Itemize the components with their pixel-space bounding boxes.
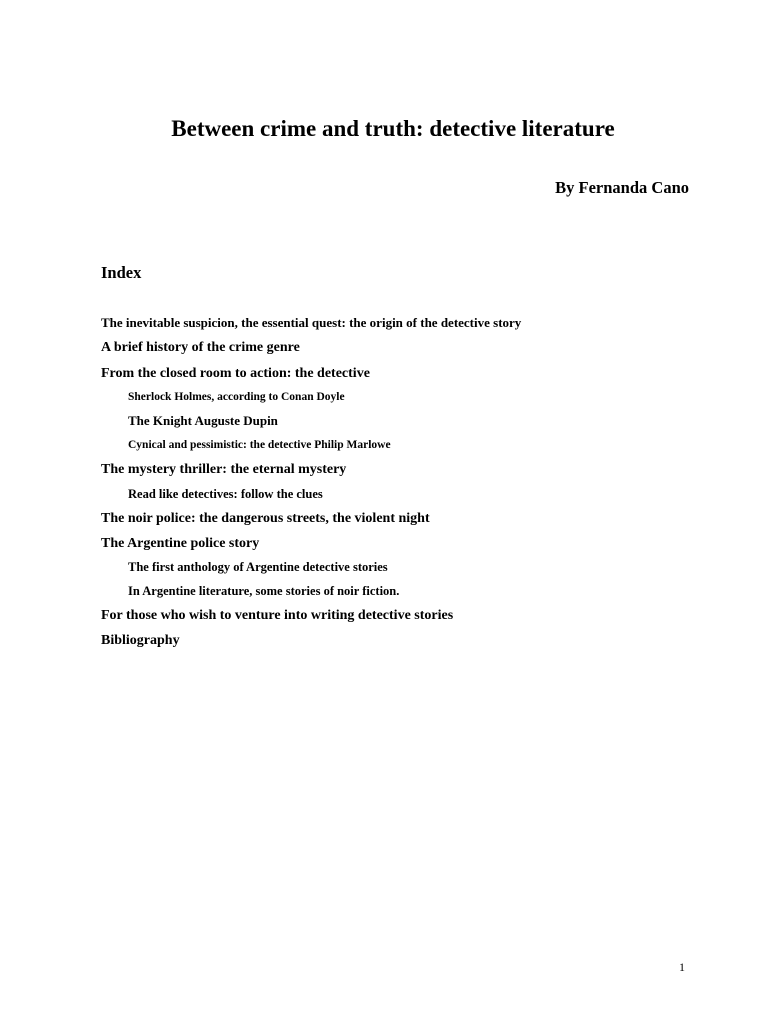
document-title: Between crime and truth: detective literature — [171, 116, 615, 141]
toc-item-closed-room: From the closed room to action: the detective — [101, 366, 370, 381]
author-line: By Fernanda Cano — [555, 178, 689, 197]
toc-item-first-anthology: The first anthology of Argentine detective stories — [128, 560, 388, 574]
toc-item-origin-detective-story: The inevitable suspicion, the essential quest: the origin of the detective story — [101, 315, 522, 330]
toc-item-noir-fiction: In Argentine literature, some stories of noir fiction. — [128, 584, 400, 598]
toc-item-writing-detective-stories: For those who wish to venture into writing detective stories — [101, 608, 454, 623]
toc-item-philip-marlowe: Cynical and pessimistic: the detective Philip Marlowe — [128, 439, 391, 451]
toc-item-bibliography: Bibliography — [101, 633, 180, 648]
toc-item-noir-police: The noir police: the dangerous streets, the violent night — [101, 511, 430, 526]
toc-item-brief-history: A brief history of the crime genre — [101, 340, 300, 355]
page-number: 1 — [679, 960, 685, 974]
toc-item-auguste-dupin: The Knight Auguste Dupin — [128, 413, 278, 428]
index-heading: Index — [101, 263, 142, 282]
toc-item-mystery-thriller: The mystery thriller: the eternal mystery — [101, 462, 347, 477]
toc-item-read-like-detectives: Read like detectives: follow the clues — [128, 487, 323, 501]
toc-item-argentine-police-story: The Argentine police story — [101, 536, 260, 551]
toc-item-sherlock-holmes: Sherlock Holmes, according to Conan Doyle — [128, 391, 345, 403]
